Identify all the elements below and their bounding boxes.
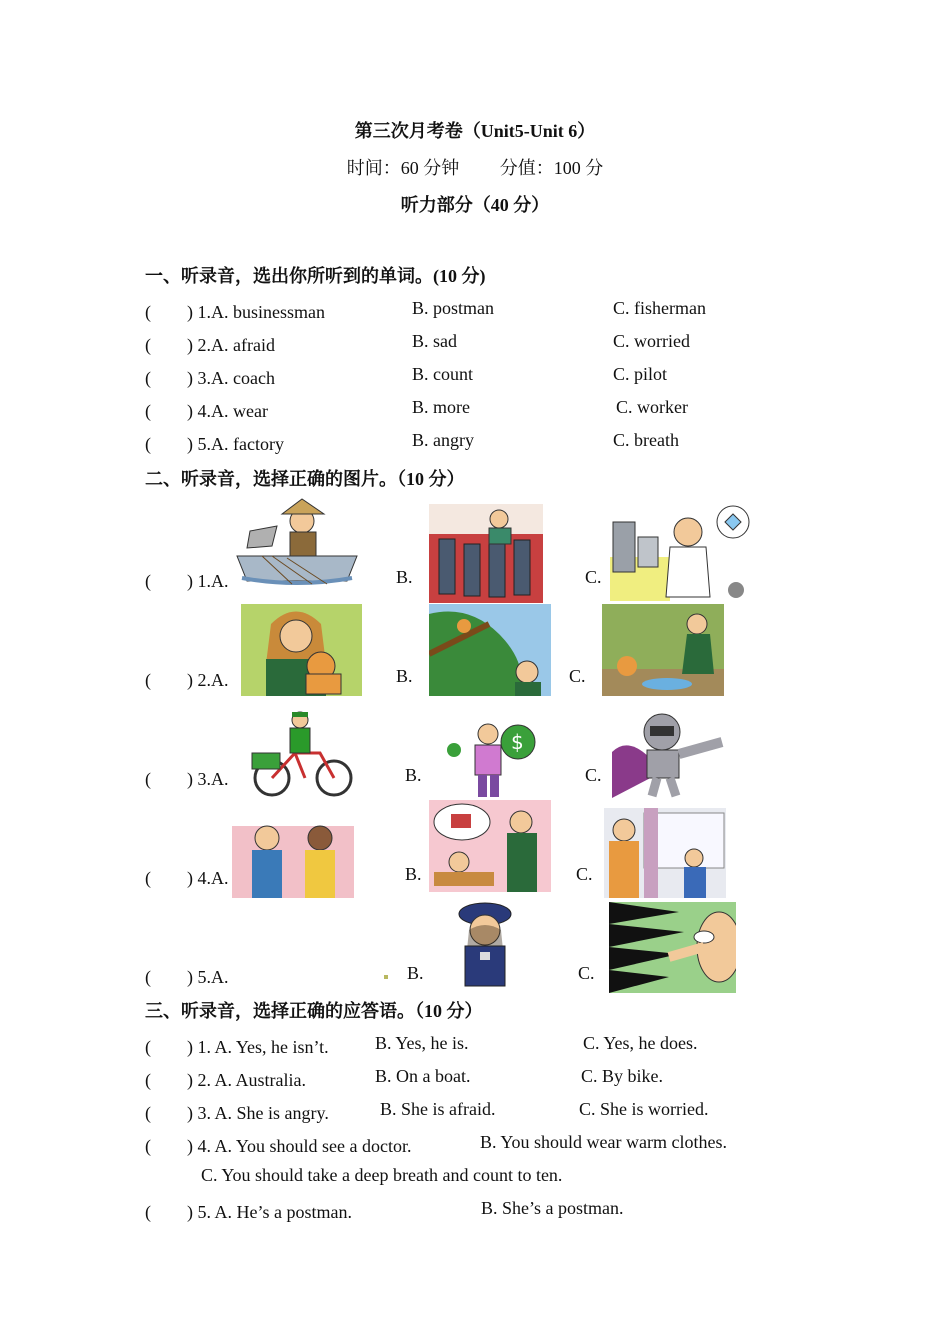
s3-q2: ( ) 2. A. Australia. <box>145 1070 306 1090</box>
deep-breath-image <box>609 902 736 993</box>
factory-workers-image <box>429 504 543 603</box>
s3-q3: ( ) 3. A. She is angry. <box>145 1103 329 1123</box>
policewoman-image <box>447 900 524 992</box>
cat-in-tree-image <box>429 604 551 696</box>
s2-q4-c: C. <box>576 864 593 884</box>
s3-q4-b: B. You should wear warm clothes. <box>480 1132 727 1152</box>
s1-q1-b: B. postman <box>412 298 495 318</box>
s3-q3-b: B. She is afraid. <box>380 1099 496 1119</box>
s2-q3-b: B. <box>405 765 422 785</box>
time-score: 时间：60 分钟 分值：100 分 <box>346 158 604 178</box>
page-title: 第三次月考卷（Unit5-Unit 6） <box>354 121 596 141</box>
s2-q2: ( ) 2.A. <box>145 670 229 690</box>
teacher-student-image <box>429 800 551 892</box>
s1-q3-b: B. count <box>412 364 473 384</box>
businessman-money-image <box>440 712 537 798</box>
s3-q4: ( ) 4. A. You should see a doctor. <box>145 1136 412 1156</box>
section2-heading: 二、听录音，选择正确的图片。（10 分） <box>145 469 465 489</box>
s3-q5-b: B. She’s a postman. <box>481 1198 624 1218</box>
girl-holding-cat-image <box>241 604 362 696</box>
two-boys-image <box>232 808 354 898</box>
s1-q1: ( ) 1.A. businessman <box>145 302 325 322</box>
s2-q5-c: C. <box>578 963 595 983</box>
s1-q4: ( ) 4.A. wear <box>145 401 268 421</box>
section1-heading: 一、听录音，选出你所听到的单词。(10 分) <box>145 266 486 286</box>
part-title: 听力部分（40 分） <box>400 195 550 215</box>
s1-q2-b: B. sad <box>412 331 457 351</box>
mother-boy-window-image <box>604 808 726 898</box>
speck-mark <box>384 975 388 979</box>
s2-q1: ( ) 1.A. <box>145 571 229 591</box>
s3-q1-b: B. Yes, he is. <box>375 1033 469 1053</box>
s1-q1-c: C. fisherman <box>613 298 706 318</box>
s1-q4-c: C. worker <box>616 397 688 417</box>
s1-q2: ( ) 2.A. afraid <box>145 335 275 355</box>
s2-q3-c: C. <box>585 765 602 785</box>
s2-q4: ( ) 4.A. <box>145 868 229 888</box>
s2-q1-c: C. <box>585 567 602 587</box>
s2-q3: ( ) 3.A. <box>145 769 229 789</box>
fisherman-image <box>232 496 362 588</box>
s2-q1-b: B. <box>396 567 413 587</box>
s1-q5-c: C. breath <box>613 430 679 450</box>
s3-q5: ( ) 5. A. He’s a postman. <box>145 1202 352 1222</box>
s2-q2-c: C. <box>569 666 586 686</box>
s3-q3-c: C. She is worried. <box>579 1099 709 1119</box>
s1-q5: ( ) 5.A. factory <box>145 434 284 454</box>
s1-q5-b: B. angry <box>412 430 474 450</box>
s2-q5: ( ) 5.A. <box>145 967 229 987</box>
s1-q3-c: C. pilot <box>613 364 668 384</box>
s1-q4-b: B. more <box>412 397 470 417</box>
astronaut-image <box>612 712 736 798</box>
s3-q2-b: B. On a boat. <box>375 1066 471 1086</box>
s3-q4-c: C. You should take a deep breath and count to ten. <box>201 1165 563 1185</box>
s1-q2-c: C. worried <box>613 331 690 351</box>
s1-q3: ( ) 3.A. coach <box>145 368 275 388</box>
s3-q1-c: C. Yes, he does. <box>583 1033 698 1053</box>
svg-text:$: $ <box>511 730 524 754</box>
s2-q4-b: B. <box>405 864 422 884</box>
s3-q2-c: C. By bike. <box>581 1066 664 1086</box>
s2-q5-b: B. <box>407 963 424 983</box>
s3-q1: ( ) 1. A. Yes, he isn’t. <box>145 1037 329 1057</box>
scientist-image <box>608 502 754 602</box>
girl-and-cat-water-image <box>602 604 724 696</box>
postman-bike-image <box>250 708 354 798</box>
s2-q2-b: B. <box>396 666 413 686</box>
section3-heading: 三、听录音，选择正确的应答语。（10 分） <box>145 1001 483 1021</box>
